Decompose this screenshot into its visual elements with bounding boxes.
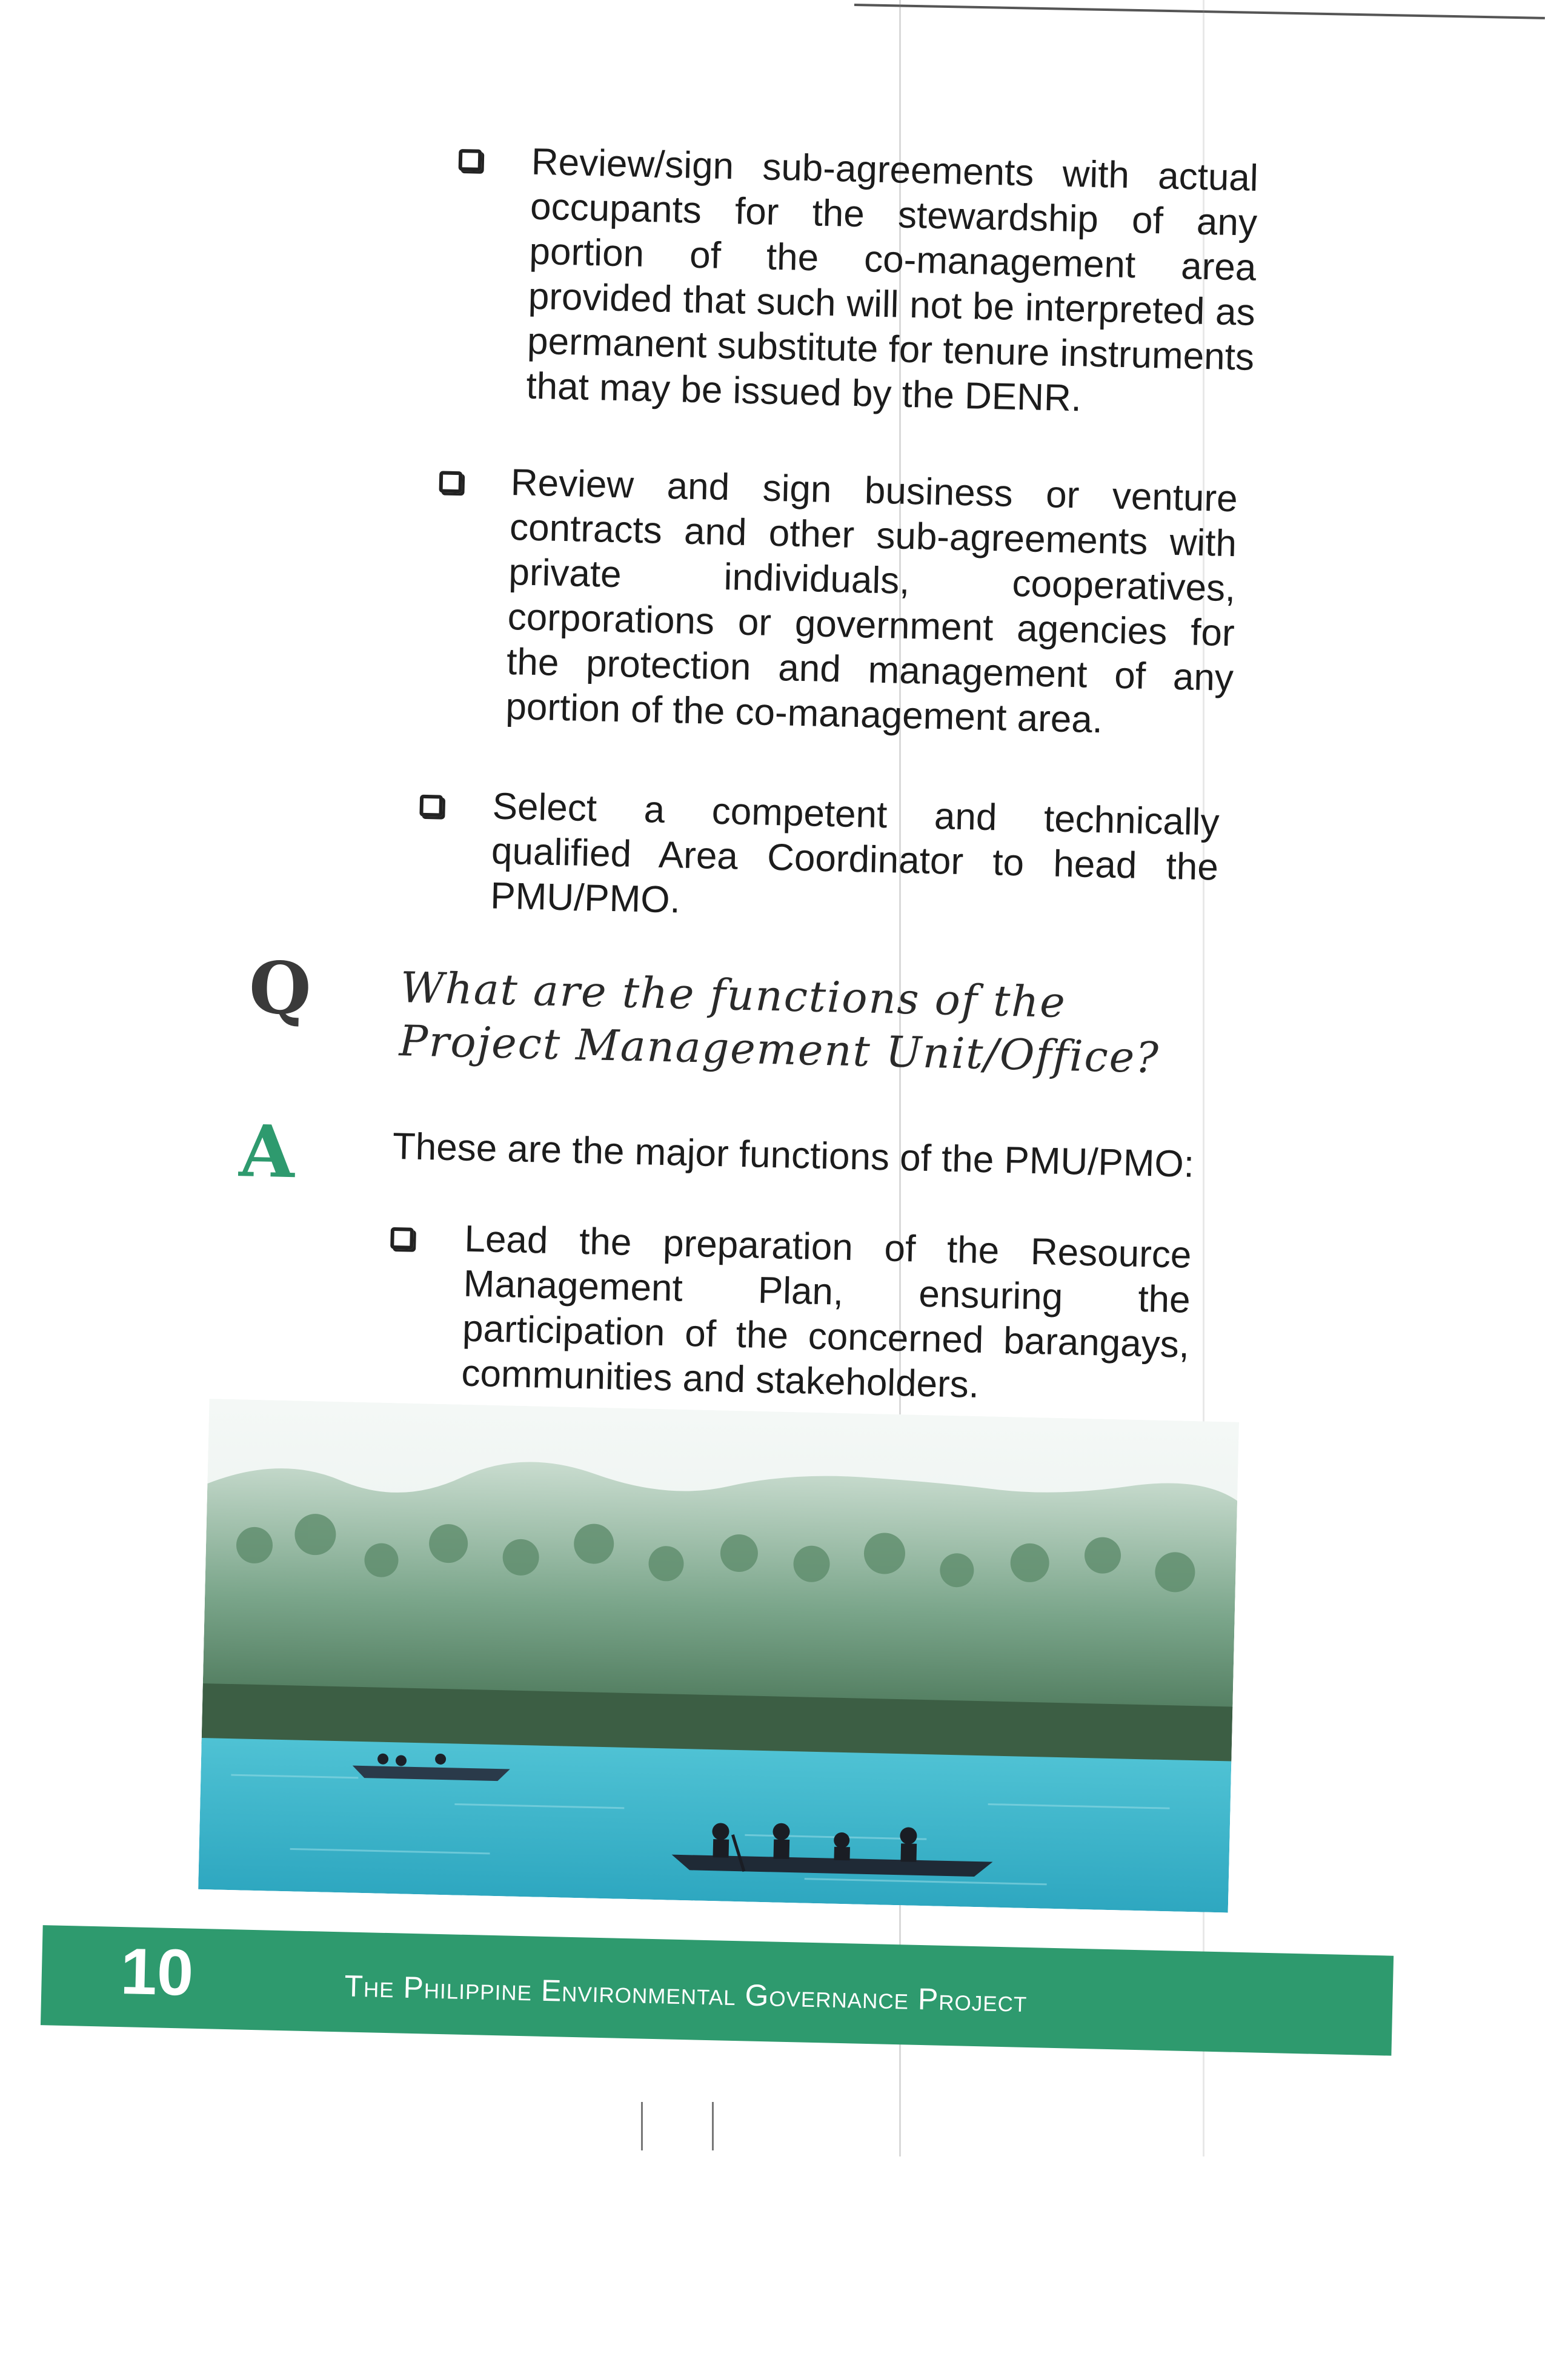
bullet-item: Review and sign business or venture contracts and other sub-agreements with private individuals, cooperatives, corporations or government agencies for the protection and management of any portion of the co-management area. [505, 462, 1238, 741]
answer-marker: A [238, 1109, 296, 1195]
footer-title: The Philippine Environmental Governance Project [344, 1969, 1028, 2019]
checkbox-icon [390, 1227, 414, 1250]
checkbox-icon [419, 795, 443, 817]
bullet-item: Review/sign sub-agreements with actual occupants for the stewardship of any portion of the co-management area provided that such will not be interpreted as permanent substitute for tenure instruments that may be issued by the DENR. [525, 141, 1259, 420]
checkbox-icon [459, 149, 482, 171]
question-heading: What are the functions of the Project Management Unit/Office? [399, 963, 1160, 1083]
bullet-item: Lead the preparation of the Resource Management Plan, ensuring the participation of the concerned barangays, communities and stakeholders. [460, 1218, 1192, 1406]
question-marker: Q [248, 945, 313, 1031]
scan-tick-mark [712, 2102, 714, 2150]
bullet-item: Select a competent and technically qualified Area Coordinator to head the PMU/PMO. [490, 785, 1220, 921]
page-number: 10 [119, 1934, 194, 2009]
coastal-boats-photo [198, 1399, 1239, 1912]
checkbox-icon [439, 471, 463, 493]
answer-intro: These are the major functions of the PMU/PMO: [392, 1125, 1195, 1185]
scan-tick-mark [641, 2102, 643, 2150]
